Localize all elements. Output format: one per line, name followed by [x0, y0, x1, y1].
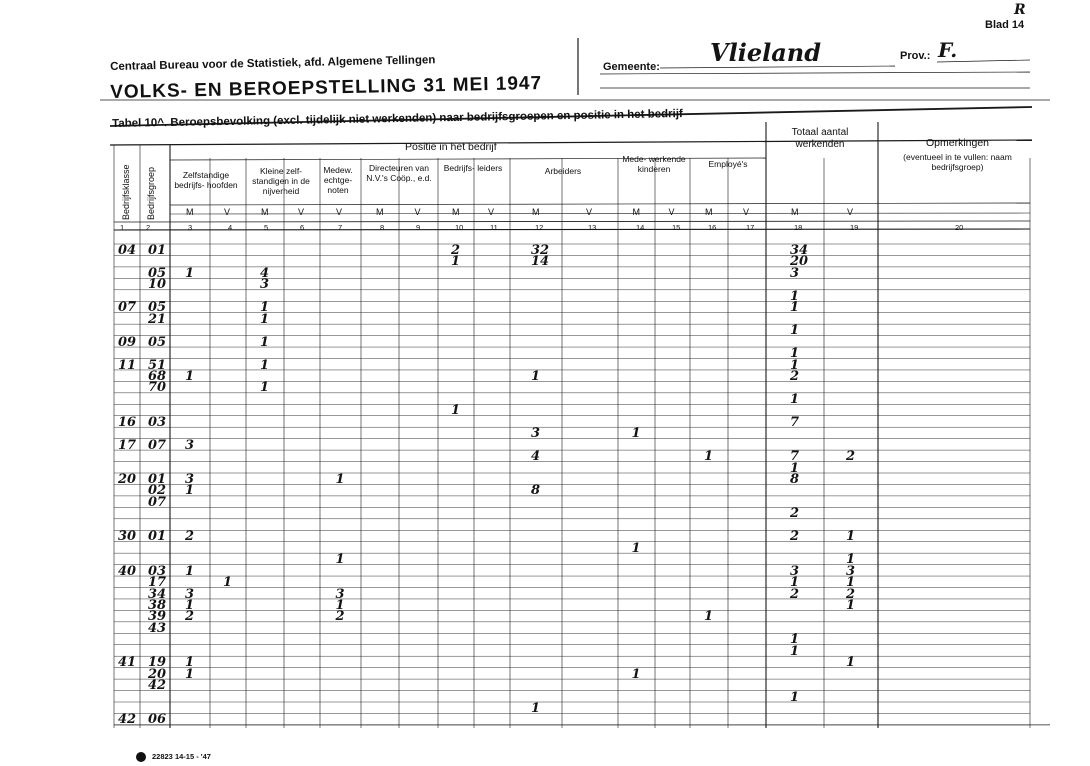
count-cell-c18: 1 — [790, 323, 800, 339]
bedrijfsgroep-cell: 68 — [148, 368, 167, 384]
printer-seal-icon — [136, 752, 146, 762]
column-number: 16 — [708, 223, 717, 232]
bedrijfsklasse-cell: 30 — [118, 529, 137, 545]
count-cell-c10: 2 — [451, 243, 461, 258]
bedrijfsgroep-cell: 70 — [148, 380, 167, 396]
count-cell-c19: 1 — [846, 597, 856, 613]
mv-label-c6: V — [298, 207, 305, 217]
totaal-header: Totaal aantal werkenden — [791, 127, 849, 150]
count-cell-c18: 2 — [790, 529, 800, 545]
count-cell-c3: 1 — [185, 597, 195, 613]
mv-label-c9: V — [414, 207, 421, 217]
count-cell-c3: 1 — [185, 265, 195, 281]
count-cell-c3: 1 — [185, 666, 195, 682]
count-cell-c5: 1 — [260, 334, 270, 350]
count-cell-c19: 1 — [846, 655, 856, 671]
bedrijfsklasse-cell: 40 — [118, 563, 137, 579]
blad-label: Blad 14 — [985, 19, 1025, 31]
count-cell-c10: 1 — [451, 403, 461, 419]
column-number: 4 — [228, 223, 233, 232]
mv-label-c17: V — [743, 207, 750, 217]
count-cell-c19: 3 — [846, 563, 856, 579]
bedrijfsklasse-header: Bedrijfsklasse — [121, 164, 131, 220]
agency-name: Centraal Bureau voor de Statistiek, afd. Algemene Tellingen — [110, 54, 436, 73]
count-cell-c18: 1 — [790, 357, 800, 373]
column-number: 2 — [146, 223, 151, 232]
group-header-medew-echtgenoten: Medew. echtge- noten — [323, 165, 353, 195]
bedrijfsklasse-cell: 04 — [118, 243, 137, 258]
mv-label-c5: M — [261, 207, 269, 217]
bedrijfsgroep-header: Bedrijfsgroep — [146, 166, 156, 220]
group-header-bedrijfsleiders: Bedrijfs- leiders — [443, 163, 503, 173]
bedrijfsklasse-cell: 16 — [118, 414, 137, 430]
bedrijfsgroep-cell: 07 — [148, 494, 167, 510]
count-cell-c18: 1 — [790, 575, 800, 591]
count-cell-c18: 2 — [790, 586, 800, 602]
count-cell-c5: 1 — [260, 357, 270, 373]
count-cell-c7: 3 — [335, 586, 345, 602]
column-number: 17 — [746, 223, 755, 232]
count-cell-c3: 1 — [185, 655, 195, 671]
column-number: 18 — [794, 223, 803, 232]
count-cell-c16: 1 — [704, 609, 714, 625]
column-number: 6 — [300, 223, 305, 232]
mv-label-c16: M — [705, 207, 713, 217]
mv-label-c18: M — [791, 207, 799, 217]
bedrijfsgroep-cell: 07 — [148, 437, 167, 453]
positie-header: Positie in het bedrijf — [405, 141, 497, 153]
bedrijfsgroep-cell: 05 — [148, 300, 167, 316]
bedrijfsgroep-cell: 03 — [148, 414, 167, 430]
count-cell-c5: 3 — [260, 277, 270, 293]
count-cell-c18: 1 — [790, 288, 800, 304]
count-cell-c18: 3 — [790, 563, 800, 579]
bedrijfsgroep-cell: 01 — [148, 243, 167, 258]
column-number: 10 — [455, 223, 464, 232]
bedrijfsklasse-cell: 42 — [118, 712, 137, 728]
mv-label-c14: M — [632, 207, 640, 217]
opmerkingen-subheader: (eventueel in te vullen: naam bedrijfsgroep) — [903, 152, 1012, 172]
bedrijfsgroep-cell: 05 — [148, 334, 167, 350]
gemeente-label: Gemeente: — [603, 61, 660, 73]
count-cell-c18: 1 — [790, 689, 800, 705]
count-cell-c5: 1 — [260, 311, 270, 327]
count-cell-c7: 1 — [335, 597, 345, 613]
column-number: 13 — [588, 223, 597, 232]
column-number: 8 — [380, 223, 385, 232]
bedrijfsgroep-cell: 10 — [148, 277, 167, 293]
bedrijfsklasse-cell: 07 — [118, 300, 137, 316]
bedrijfsgroep-cell: 03 — [148, 563, 167, 579]
count-cell-c19: 2 — [846, 449, 856, 465]
column-number: 14 — [636, 223, 645, 232]
column-number: 11 — [490, 223, 498, 232]
count-cell-c18: 34 — [790, 243, 809, 258]
bedrijfsgroep-cell: 01 — [148, 472, 167, 487]
count-cell-c12: 4 — [531, 449, 541, 465]
prov-value: F. — [938, 38, 958, 62]
count-cell-c16: 1 — [704, 449, 714, 465]
count-cell-c18: 7 — [790, 414, 800, 430]
mv-label-c15: V — [668, 207, 675, 217]
bedrijfsgroep-cell: 43 — [148, 620, 167, 636]
count-cell-c18: 3 — [790, 265, 800, 281]
bedrijfsgroep-cell: 01 — [148, 529, 167, 545]
group-header-directeuren: Directeuren van N.V.'s Coöp., e.d. — [366, 163, 432, 183]
count-cell-c18: 20 — [790, 254, 809, 270]
count-cell-c3: 3 — [185, 586, 195, 602]
count-cell-c12: 3 — [531, 426, 541, 442]
count-cell-c3: 1 — [185, 368, 195, 384]
bedrijfsgroep-cell: 39 — [148, 609, 167, 625]
count-cell-c3: 3 — [185, 437, 195, 453]
column-number: 20 — [955, 223, 964, 232]
mv-label-c8: M — [376, 207, 384, 217]
mv-label-c10: M — [452, 207, 460, 217]
prov-label: Prov.: — [900, 50, 931, 62]
count-cell-c18: 8 — [790, 472, 800, 487]
mv-label-c7: V — [336, 207, 343, 217]
bedrijfsgroep-cell: 02 — [148, 483, 167, 499]
bedrijfsklasse-cell: 11 — [118, 357, 137, 373]
bedrijfsgroep-cell: 05 — [148, 265, 167, 281]
bedrijfsklasse-cell: 20 — [118, 472, 137, 487]
count-cell-c12: 1 — [531, 368, 541, 384]
count-cell-c12: 1 — [531, 701, 541, 716]
count-cell-c18: 1 — [790, 643, 800, 659]
group-header-kleine-zelfstandigen: Kleine zelf- standigen in de nijverheid — [252, 166, 310, 196]
gemeente-value: Vlieland — [710, 38, 822, 67]
count-cell-c3: 2 — [185, 609, 195, 625]
group-header-zelfstandige: Zelfstandige bedrijfs- hoofden — [174, 170, 238, 190]
count-cell-c7: 2 — [335, 609, 345, 625]
count-cell-c3: 1 — [185, 483, 195, 499]
count-cell-c12: 8 — [531, 483, 541, 499]
column-number: 19 — [850, 223, 859, 232]
count-cell-c18: 1 — [790, 300, 800, 316]
count-cell-c3: 3 — [185, 472, 195, 487]
count-cell-c18: 1 — [790, 460, 800, 476]
count-cell-c18: 1 — [790, 346, 800, 362]
count-cell-c18: 1 — [790, 391, 800, 407]
group-header-medewerkende-kinderen: Mede- werkende kinderen — [622, 154, 686, 174]
group-header-employes: Employé's — [708, 159, 748, 169]
mv-label-c12: M — [532, 207, 540, 217]
count-cell-c18: 2 — [790, 368, 800, 384]
count-cell-c14: 1 — [631, 426, 641, 442]
count-cell-c5: 4 — [260, 265, 270, 281]
mv-label-c11: V — [488, 207, 495, 217]
table-title: Tabel 10^. Beroepsbevolking (excl. tijdelijk niet werkenden) naar bedrijfsgroepen en positie in het bedrijf — [112, 108, 683, 130]
count-cell-c18: 2 — [790, 506, 800, 522]
count-cell-c5: 1 — [260, 300, 270, 316]
count-cell-c19: 1 — [846, 529, 856, 545]
bedrijfsgroep-cell: 21 — [148, 311, 167, 327]
count-cell-c14: 1 — [631, 666, 641, 682]
bedrijfsgroep-cell: 19 — [148, 655, 167, 671]
count-cell-c10: 1 — [451, 254, 461, 270]
count-cell-c4: 1 — [223, 575, 233, 591]
bedrijfsgroep-cell: 42 — [148, 678, 167, 694]
mv-label-c4: V — [224, 207, 231, 217]
bedrijfsklasse-cell: 17 — [118, 437, 137, 453]
column-number: 1 — [120, 223, 125, 232]
mv-label-c19: V — [847, 207, 854, 217]
sheet-id-handwritten: R — [1014, 2, 1026, 18]
column-number: 9 — [416, 223, 421, 232]
bedrijfsgroep-cell: 06 — [148, 712, 167, 728]
print-code: 22823 14-15 - '47 — [152, 752, 211, 761]
count-cell-c19: 1 — [846, 552, 856, 568]
column-number: 12 — [535, 223, 544, 232]
count-cell-c18: 1 — [790, 632, 800, 648]
bedrijfsklasse-cell: 41 — [118, 655, 137, 671]
bedrijfsgroep-cell: 34 — [148, 586, 167, 602]
mv-label-c3: M — [186, 207, 194, 217]
mv-label-c13: V — [586, 207, 593, 217]
bedrijfsgroep-cell: 51 — [148, 357, 167, 373]
count-cell-c7: 1 — [335, 552, 345, 568]
bedrijfsgroep-cell: 17 — [148, 575, 167, 591]
column-number: 5 — [264, 223, 269, 232]
form-title: VOLKS- EN BEROEPSTELLING 31 MEI 1947 — [110, 72, 543, 103]
column-number: 7 — [338, 223, 343, 232]
count-cell-c12: 32 — [531, 243, 550, 258]
bedrijfsklasse-cell: 09 — [118, 334, 137, 350]
count-cell-c19: 1 — [846, 575, 856, 591]
bedrijfsgroep-cell: 20 — [148, 666, 167, 682]
opmerkingen-header: Opmerkingen — [925, 137, 990, 149]
count-cell-c3: 2 — [185, 529, 195, 545]
count-cell-c7: 1 — [335, 472, 345, 487]
count-cell-c12: 14 — [531, 254, 550, 270]
count-cell-c19: 2 — [846, 586, 856, 602]
count-cell-c14: 1 — [631, 540, 641, 556]
count-cell-c5: 1 — [260, 380, 270, 396]
bedrijfsgroep-cell: 38 — [148, 597, 167, 613]
count-cell-c3: 1 — [185, 563, 195, 579]
column-number: 15 — [672, 223, 681, 232]
count-cell-c18: 7 — [790, 449, 800, 465]
column-number: 3 — [188, 223, 193, 232]
group-header-arbeiders: Arbeiders — [544, 166, 582, 176]
